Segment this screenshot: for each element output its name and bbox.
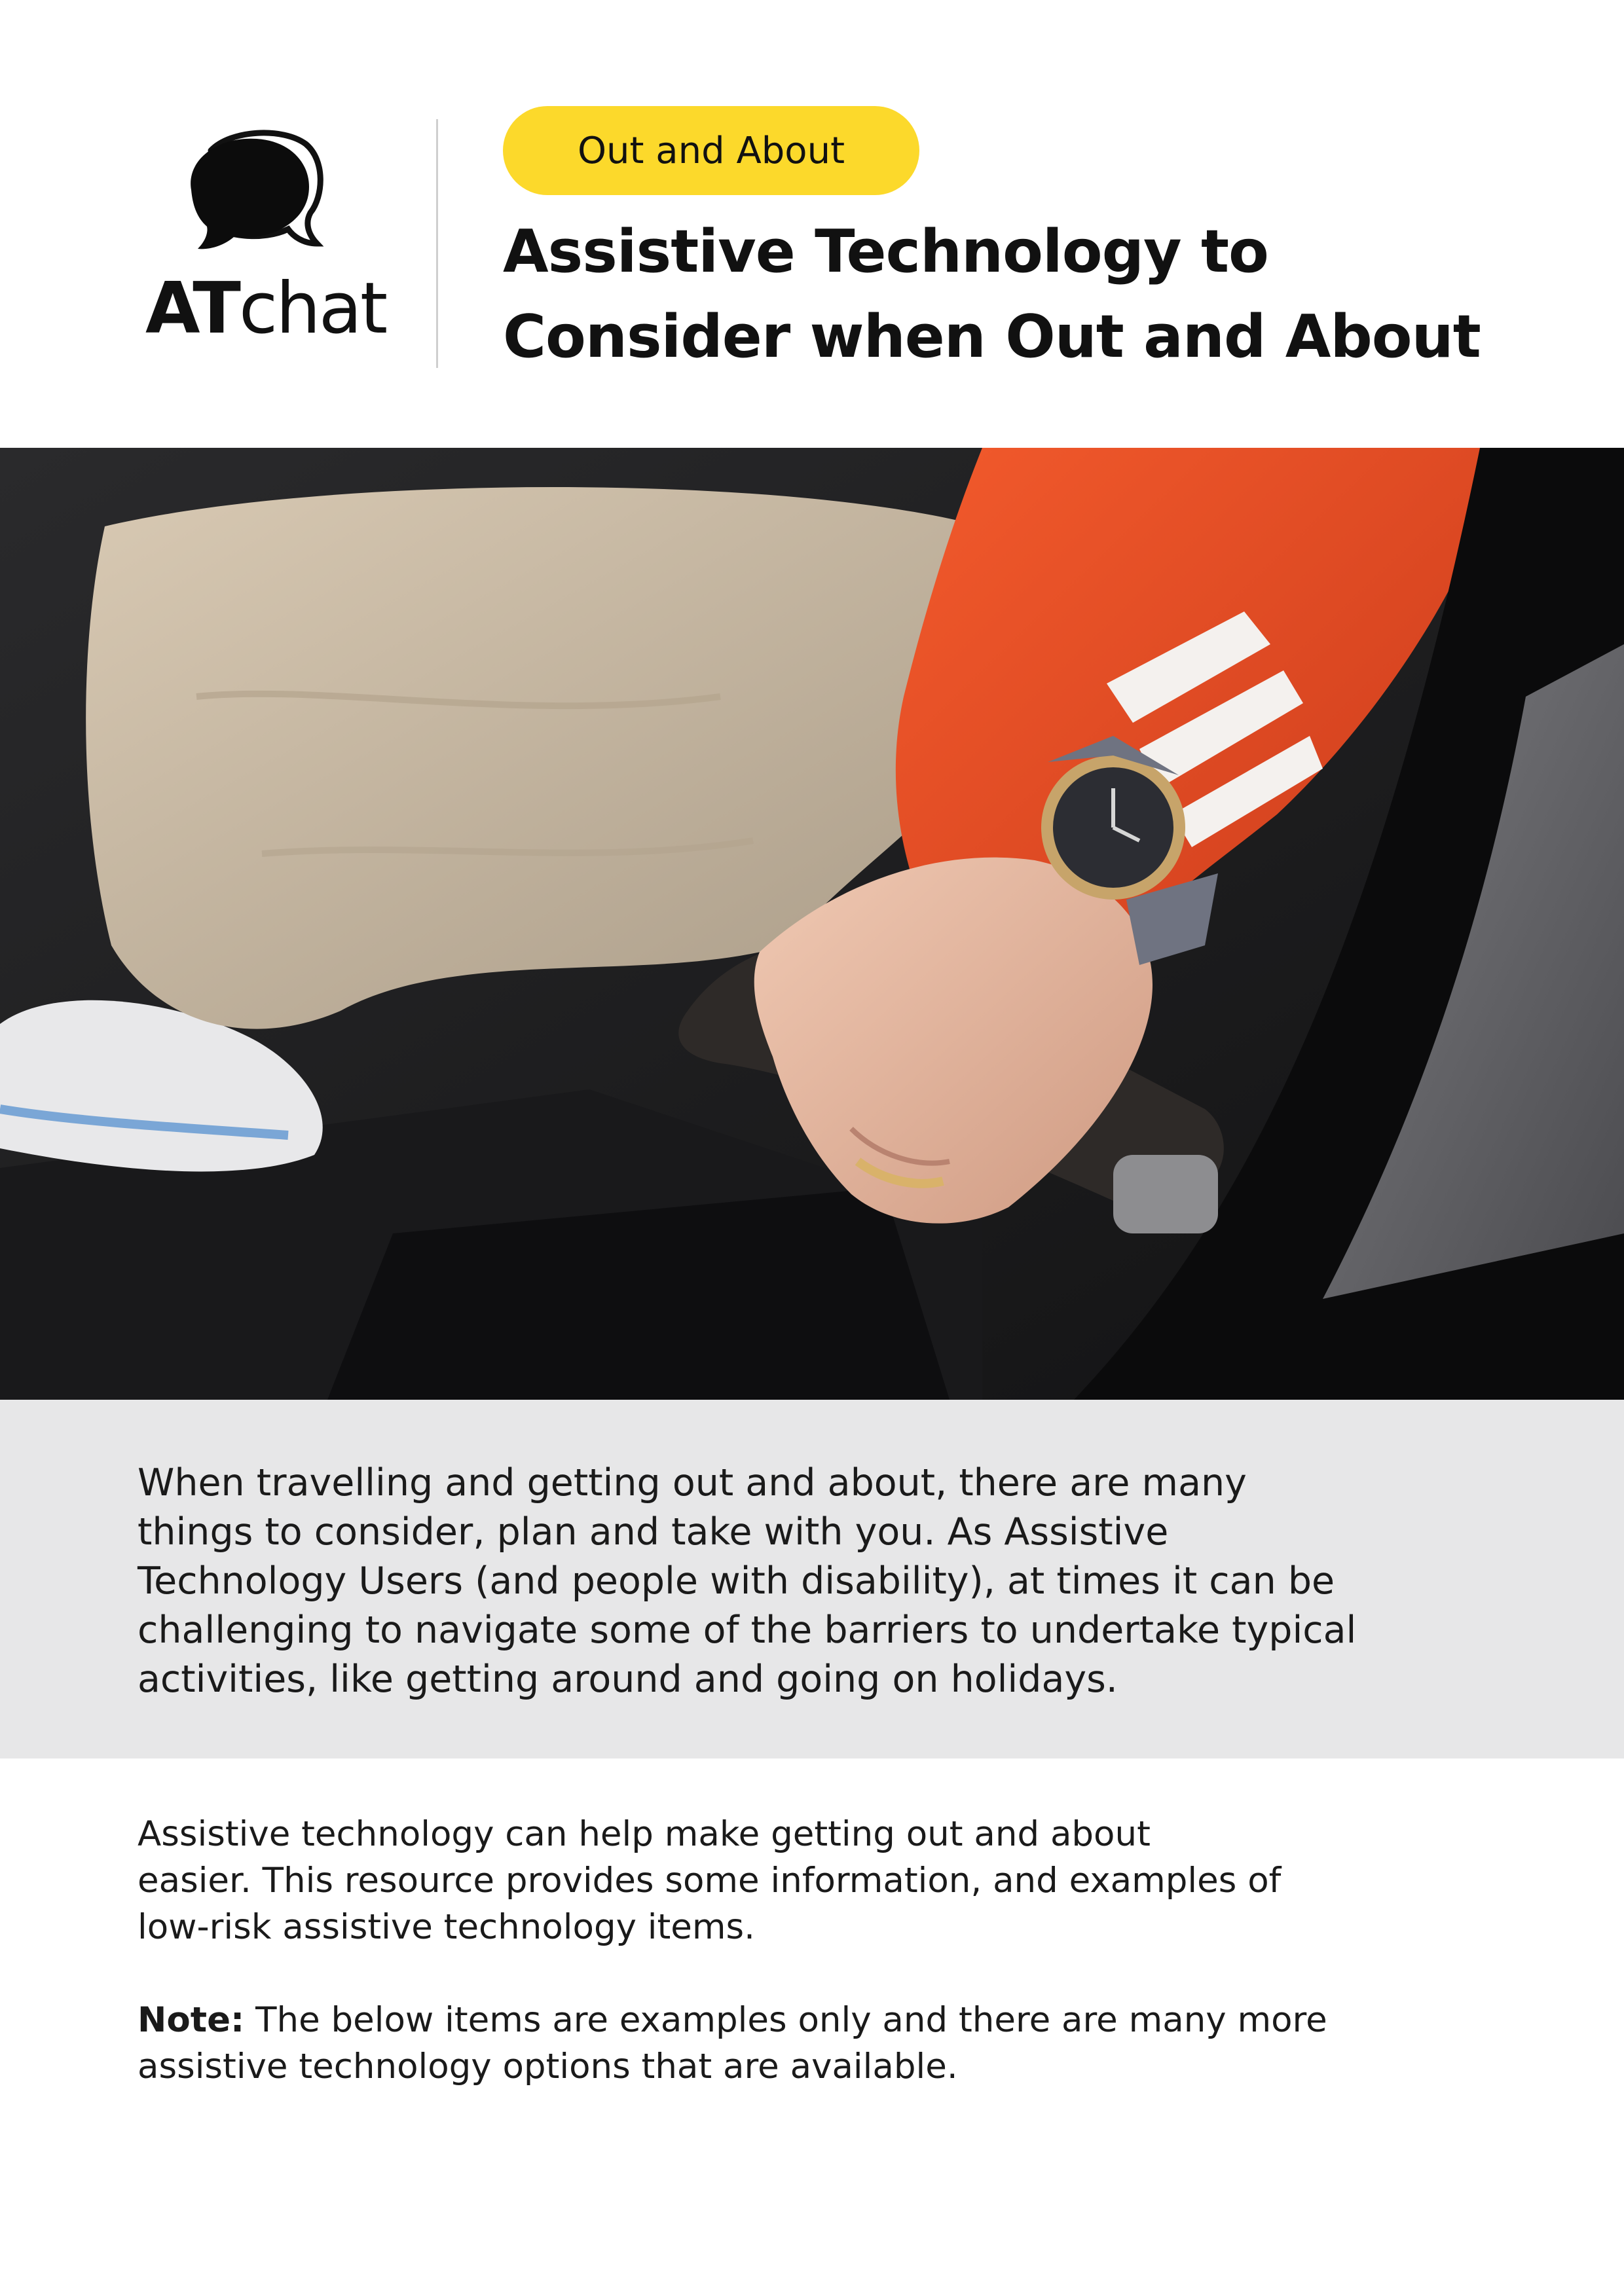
note-paragraph bbox=[138, 1997, 1545, 2090]
speech-bubble-icon bbox=[172, 124, 329, 262]
note-label: Note: bbox=[138, 2000, 245, 2040]
body-line-2: easier. This resource provides some information, and examples of bbox=[138, 1861, 1282, 1901]
intro-line-4: challenging to navigate some of the barriers to undertake typical bbox=[138, 1609, 1357, 1652]
body-paragraph bbox=[138, 1811, 1545, 1950]
title-line-2: Consider when Out and About bbox=[503, 302, 1481, 371]
header bbox=[0, 0, 1624, 448]
logo-wordmark bbox=[145, 268, 386, 350]
body-line-3: low-risk assistive technology items. bbox=[138, 1907, 756, 1947]
note-line-1 bbox=[138, 1997, 1545, 2043]
hero-photo bbox=[0, 448, 1624, 1400]
atchat-logo bbox=[145, 124, 386, 350]
note-line-1-text: The below items are examples only and there are many more bbox=[244, 2000, 1327, 2040]
logo-chat: chat bbox=[238, 268, 386, 350]
intro-line-1: When travelling and getting out and about, there are many bbox=[138, 1461, 1247, 1504]
photo-hand-on-car-door-handle-icon bbox=[0, 448, 1624, 1400]
logo-at: AT bbox=[145, 268, 239, 350]
body-line-1: Assistive technology can help make getting out and about bbox=[138, 1814, 1151, 1854]
intro-band bbox=[0, 1400, 1624, 1758]
intro-line-5: activities, like getting around and going on holidays. bbox=[138, 1658, 1118, 1701]
intro-paragraph bbox=[138, 1459, 1545, 1704]
page-title bbox=[503, 210, 1590, 380]
intro-line-3: Technology Users (and people with disability), at times it can be bbox=[138, 1559, 1335, 1603]
title-line-1: Assistive Technology to bbox=[503, 217, 1268, 286]
note-line-2: assistive technology options that are available. bbox=[138, 2047, 958, 2086]
header-divider bbox=[436, 119, 438, 368]
intro-line-2: things to consider, plan and take with you. As Assistive bbox=[138, 1510, 1169, 1554]
category-badge: Out and About bbox=[503, 106, 919, 195]
